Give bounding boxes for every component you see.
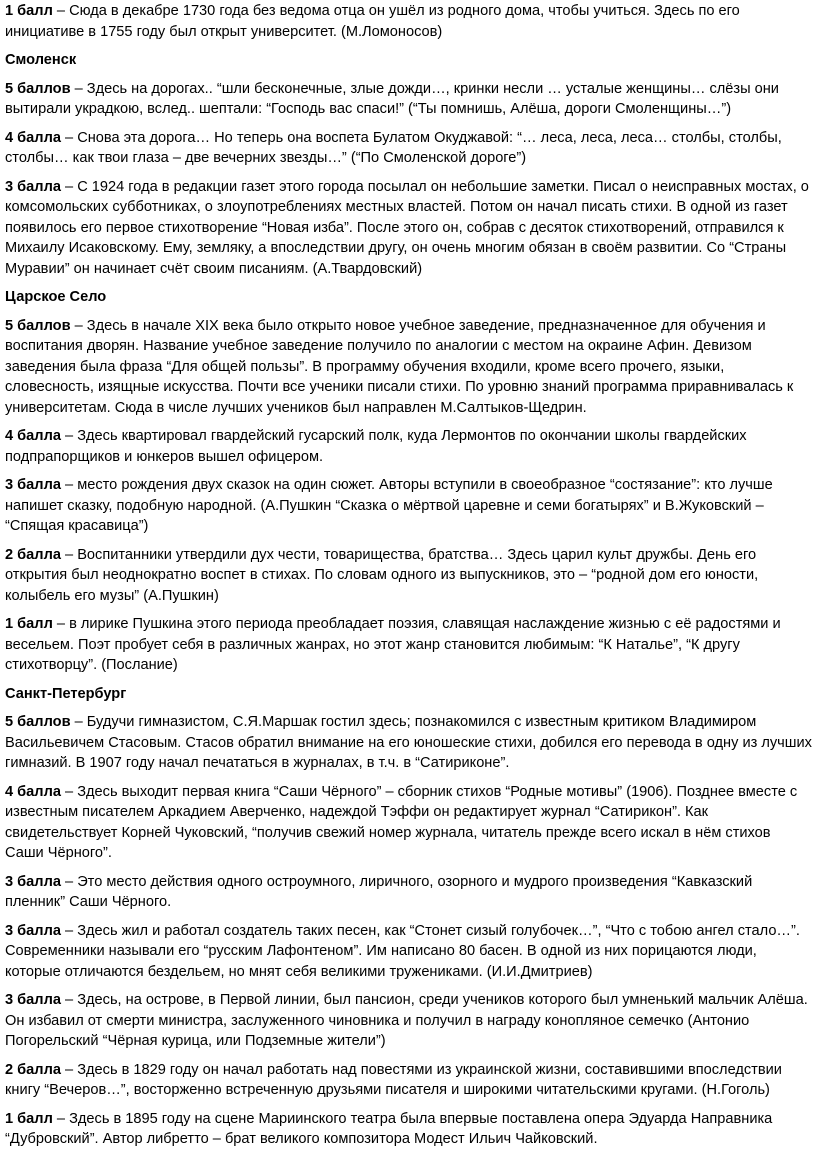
paragraph [5, 872, 812, 913]
paragraph-text: – Снова эта дорога… Но теперь она воспета Булатом Окуджавой: “… леса, леса, леса… столбы, столбы, столбы… как твои глаза – две вечерних звезды…” (“По Смоленской дороге”) [5, 129, 782, 166]
points-label: 5 баллов [5, 80, 71, 97]
paragraph [5, 177, 812, 280]
points-label: 3 балла [5, 992, 61, 1008]
paragraph [5, 782, 812, 864]
paragraph-text: – Здесь в 1895 году на сцене Мариинского театра была впервые поставлена опера Эдуарда Направника “Дубровский”. Автор либретто – брат великого композитора Модест Ильич Чайковский. [5, 1110, 773, 1147]
paragraph-text: – Здесь в 1829 году он начал работать над повестями из украинской жизни, составившими впоследствии книгу “Вечеров…”, восторженно встреченную друзьями писателя и широкими читательскими кругами. (Н.Гоголь) [5, 1061, 782, 1098]
points-label: 3 балла [5, 178, 61, 195]
points-label: 4 балла [5, 428, 61, 444]
paragraph-text: – в лирике Пушкина этого периода преобладает поэзия, славящая наслаждение жизнью с её радостями и весельем. Поэт пробует себя в различных жанрах, но этот жанр становится любимым: “К Наталье”, “К другу стихотворцу”. (Послание) [5, 616, 781, 673]
paragraph [5, 712, 812, 774]
points-label: 2 балла [5, 546, 61, 563]
paragraph-text: – Здесь выходит первая книга “Саши Чёрного” – сборник стихов “Родные мотивы” (1906). Позднее вместе с известным писателем Аркадием Аверченко, надеждой Тэффи он редактирует журнал “Сатирикон”. Как свидетельствует Корней Чуковский, “получив свежий номер журнала, читатель прежде всего искал в нём стихов Саши Чёрного”. [5, 783, 798, 861]
paragraph-text: – Здесь в начале XIX века было открыто новое учебное заведение, предназначенное для обучения и воспитания дворян. Название учебное заведение получило по аналогии с местом на окраине Афин. Девизом заведения была фраза “Для общей пользы”. В программу обучения входили, кроме всего прочего, языки, словесность, изящные искусства. Почти все ученики писали стихи. По уровню знаний программа приравнивалась к университетам. Сюда в числе лучших учеников был направлен М.Салтыков-Щедрин. [5, 317, 794, 416]
paragraph-text: – Сюда в декабре 1730 года без ведома отца он ушёл из родного дома, чтобы учиться. Здесь по его инициативе в 1755 году был открыт университет. (М.Ломоносов) [5, 3, 740, 40]
paragraph [5, 990, 812, 1052]
points-label: 5 баллов [5, 714, 71, 730]
paragraph-text: – С 1924 года в редакции газет этого города посылал он небольшие заметки. Писал о неисправных мостах, о комсомольских субботниках, о злоупотреблениях местных властей. Потом он начал писать стихи. В одной из газет появилось его первое стихотворение “Новая изба”. После этого он, собрав с десяток стихотворений, отправился к Михаилу Исаковскому. Ему, земляку, а впоследствии другу, он очень многим обязан в своём развитии. Со “Страны Муравии” он начинает счёт своим писаниям. (А.Твардовский) [5, 178, 809, 277]
points-label: 3 балла [5, 922, 61, 939]
points-label: 2 балла [5, 1061, 61, 1078]
paragraph [5, 614, 812, 676]
paragraph-text: – Будучи гимназистом, С.Я.Маршак гостил здесь; познакомился с известным критиком Владимиром Васильевичем Стасовым. Стасов обратил внимание на его юношеские стихи, добился его перевода в одну из лучших гимназий. В 1907 году начал печататься в журналах, в т.ч. в “Сатириконе”. [5, 714, 812, 771]
paragraph-text: – Это место действия одного остроумного, лиричного, озорного и мудрого произведения “Кавказский пленник” Саши Чёрного. [5, 873, 753, 910]
paragraph-text: – Здесь, на острове, в Первой линии, был пансион, среди учеников которого был умненький мальчик Алёша. Он избавил от смерти министра, заслуженного чиновника и получил в награду конопляное семечко (Антонио Погорельский “Чёрная курица, или Подземные жители”) [5, 992, 808, 1049]
paragraph [5, 316, 812, 419]
points-label: 1 балл [5, 616, 53, 632]
paragraph-text: – Воспитанники утвердили дух чести, товарищества, братства… Здесь царил культ дружбы. День его открытия был неоднократно воспет в стихах. По словам одного из выпускников, это – “родной дом его юности, колыбель его музы” (А.Пушкин) [5, 546, 759, 604]
points-label: 1 балл [5, 3, 53, 19]
points-label: 4 балла [5, 129, 61, 146]
points-label: 5 баллов [5, 317, 71, 334]
paragraph [5, 475, 812, 537]
paragraph [5, 79, 812, 120]
points-label: 1 балл [5, 1110, 53, 1127]
points-label: 3 балла [5, 873, 61, 890]
paragraph-text: – Здесь жил и работал создатель таких песен, как “Стонет сизый голубочек…”, “Что с тобою ангел стало…”. Современники называли его “русским Лафонтеном”. Им написано 80 басен. В одной из них порицаются люди, которые отличаются бездельем, но мнят себя великими тружениками. (И.И.Дмитриев) [5, 922, 800, 980]
points-label: 4 балла [5, 783, 61, 800]
points-label: 3 балла [5, 477, 61, 493]
paragraph [5, 1, 812, 42]
section-heading: Смоленск [5, 52, 77, 68]
section-heading: Санкт-Петербург [5, 685, 127, 702]
section-heading: Царское Село [5, 289, 107, 305]
paragraph [5, 426, 812, 467]
paragraph-text: – место рождения двух сказок на один сюжет. Авторы вступили в своеобразное “состязание”: кто лучше напишет сказку, подобную народной. (А.Пушкин “Сказка о мёртвой царевне и семи богатырях” и В.Жуковский – “Спящая красавица”) [5, 477, 773, 534]
paragraph-text: – Здесь квартировал гвардейский гусарский полк, куда Лермонтов по окончании школы гвардейских подпрапорщиков и юнкеров вышел офицером. [5, 428, 747, 465]
paragraph [5, 545, 812, 607]
paragraph-text: – Здесь на дорогах.. “шли бесконечные, злые дожди…, кринки несли … усталые женщины… слёзы они вытирали украдкою, вслед.. шептали: “Господь вас спаси!” (“Ты помнишь, Алёша, дороги Смоленщины…”) [5, 80, 779, 117]
paragraph [5, 921, 812, 983]
paragraph [5, 1109, 812, 1150]
paragraph [5, 1060, 812, 1101]
paragraph [5, 128, 812, 169]
